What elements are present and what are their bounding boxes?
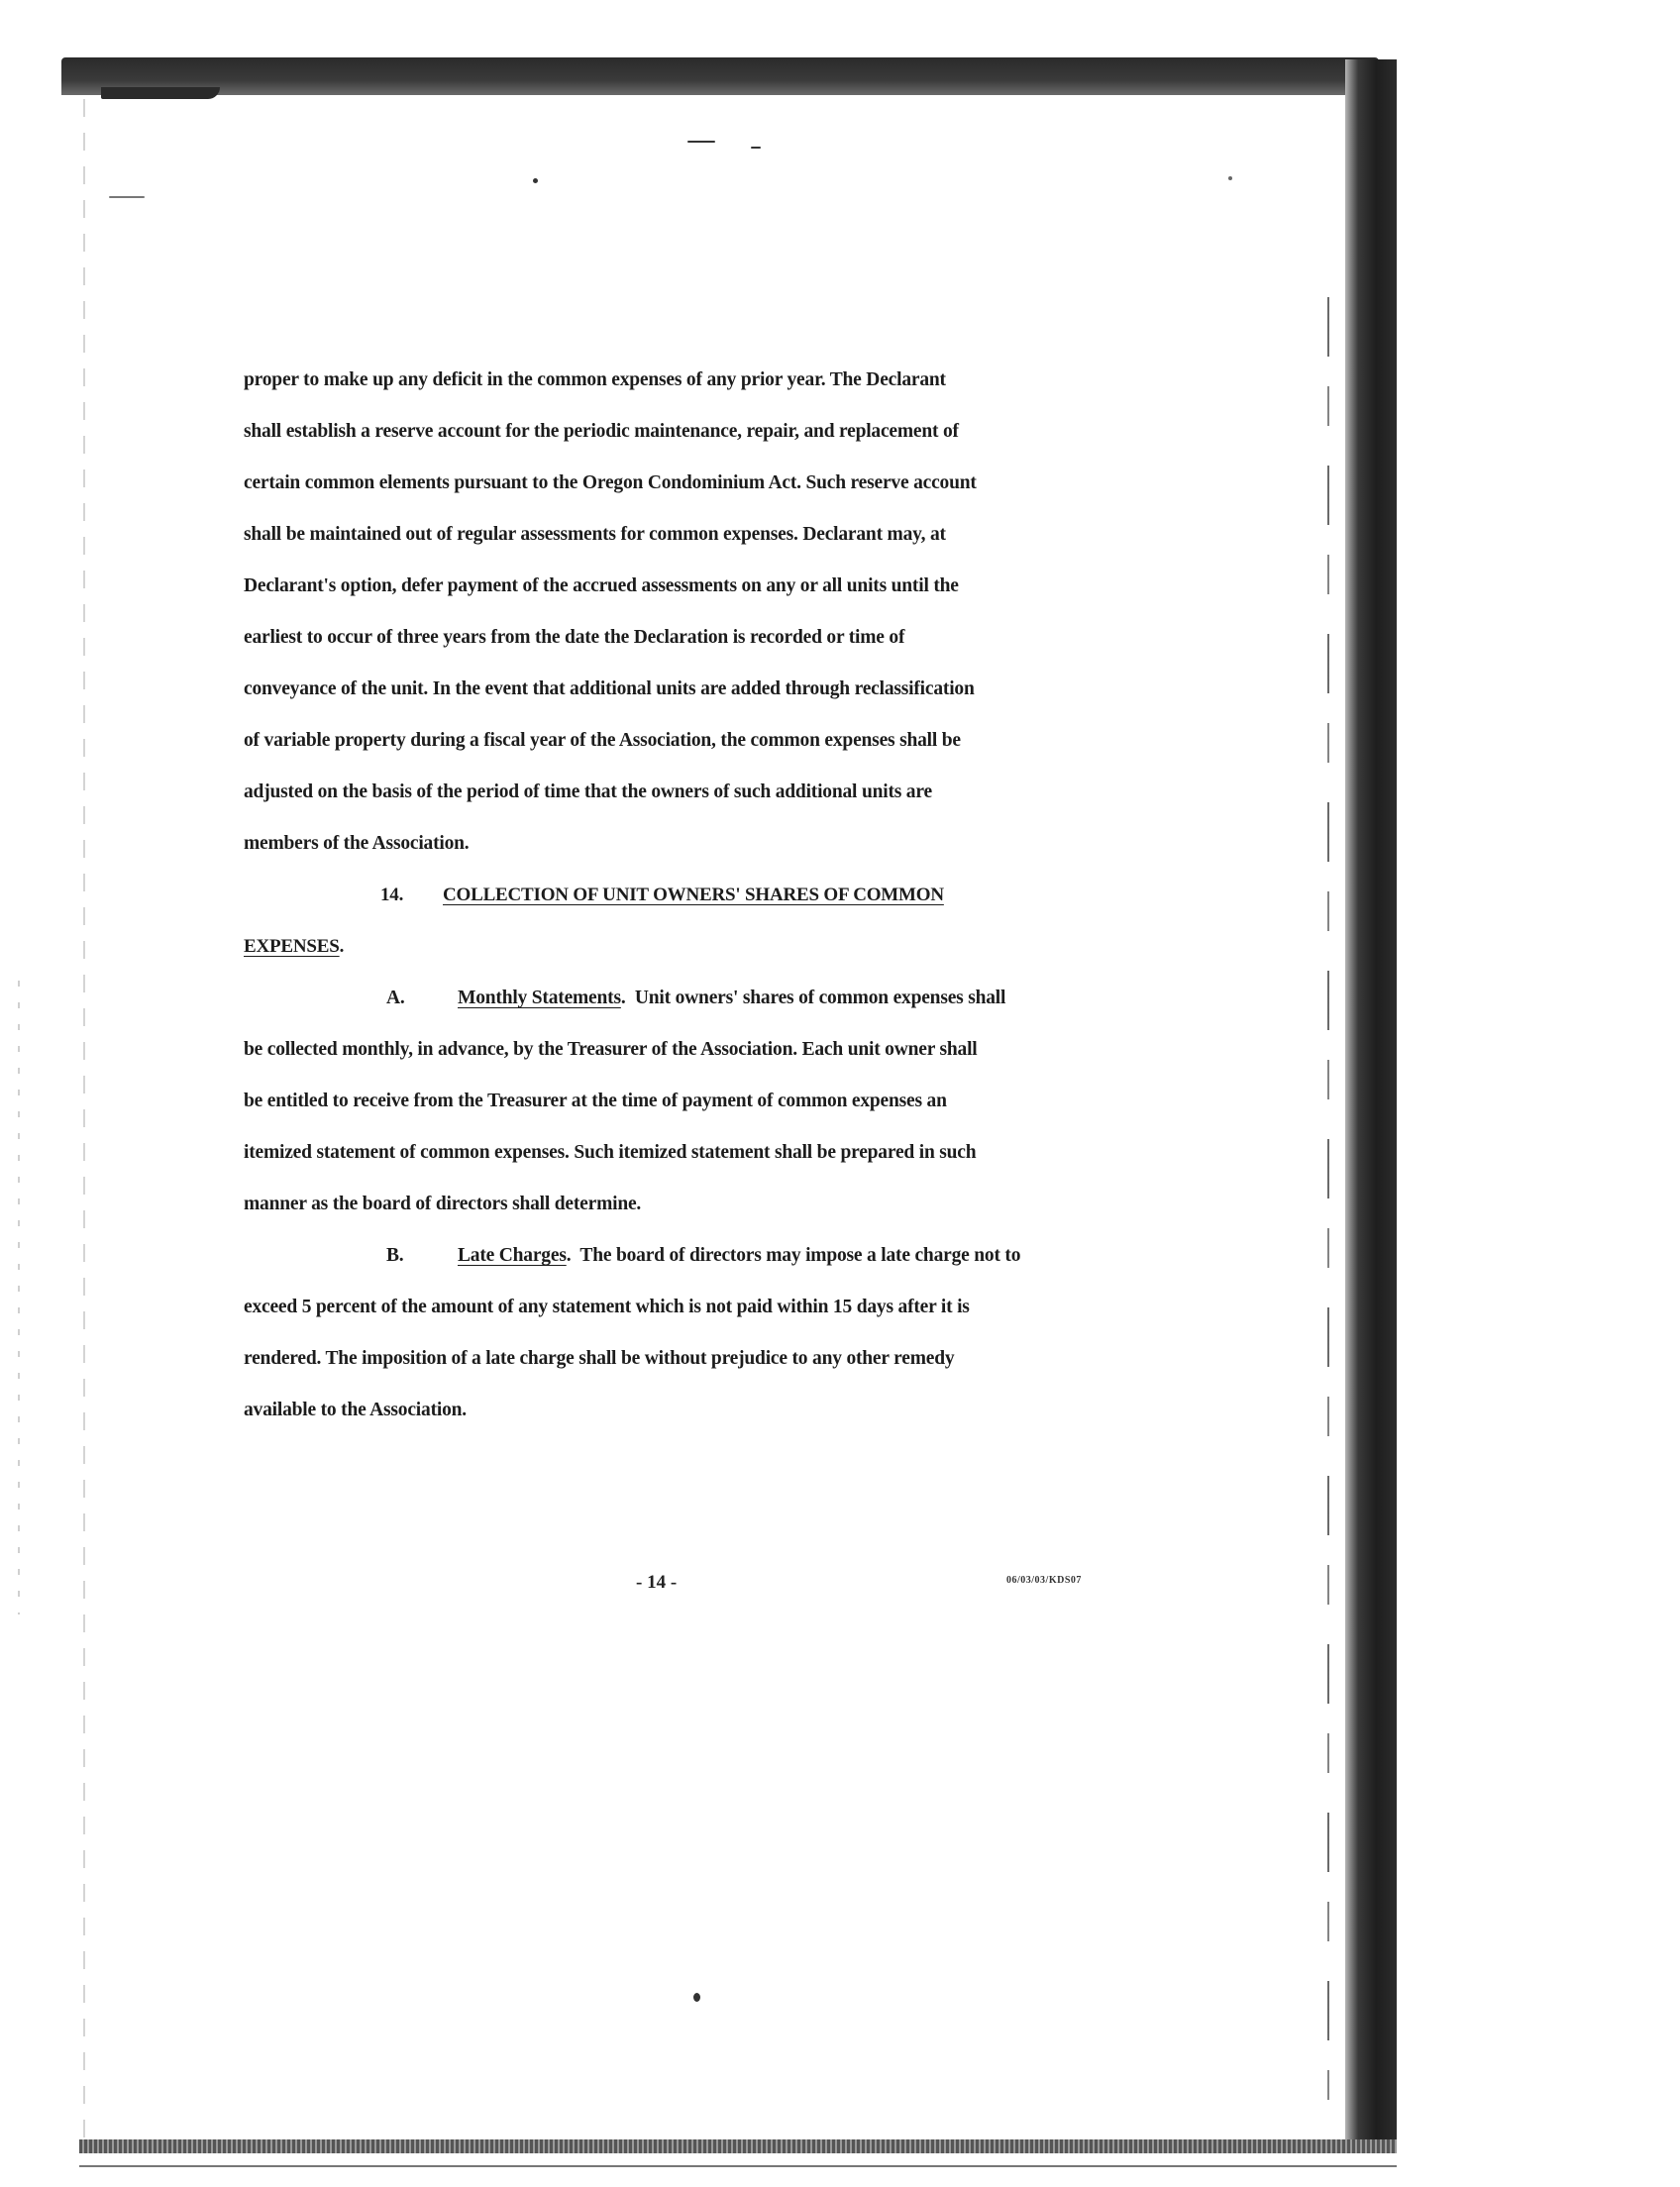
scan-left-edge-line [83,99,85,2139]
section-heading-continued [244,921,1105,973]
text-line: earliest to occur of three years from the date the Declaration is recorded or time of [244,627,905,648]
section-title-continued: EXPENSES [244,936,340,957]
text-line: adjusted on the basis of the period of time that the owners of such additional units are [244,781,932,802]
text-line: available to the Association. [244,1400,467,1420]
scan-speck [693,1993,700,2002]
subsection-a-heading [244,973,1105,1024]
document-code: 06/03/03/KDS07 [1006,1575,1082,1586]
text-line: proper to make up any deficit in the common expenses of any prior year. The Declarant [244,369,946,390]
page-number: - 14 - [636,1572,678,1593]
scan-right-edge-line [1327,297,1329,2100]
text-line: Declarant's option, defer payment of the accrued assessments on any or all units until the [244,575,959,596]
subsection-title-period: . [566,1245,572,1266]
scan-speck [1228,176,1232,180]
text-line: shall establish a reserve account for the periodic maintenance, repair, and replacement of [244,421,959,442]
document-body [244,355,1105,1436]
scan-bottom-line [79,2165,1397,2167]
subsection-title: Monthly Statements [458,988,621,1008]
subsection-letter: B. [386,1245,404,1266]
section-heading [244,870,1105,921]
section-title-period: . [339,936,345,957]
text-line: conveyance of the unit. In the event that additional units are added through reclassification [244,678,975,699]
scan-speck [533,178,538,183]
subsection-letter: A. [386,988,405,1008]
text-line: be entitled to receive from the Treasurer at the time of payment of common expenses an [244,1091,947,1111]
text-line: itemized statement of common expenses. Such itemized statement shall be prepared in such [244,1142,977,1163]
text-line: of variable property during a fiscal year of the Association, the common expenses shall be [244,730,961,751]
text-line: members of the Association. [244,833,470,854]
text-line: Unit owners' shares of common expenses shall [625,988,1006,1008]
section-title: COLLECTION OF UNIT OWNERS' SHARES OF COMMON [443,885,944,905]
scan-speck [109,196,145,198]
scan-margin-ticks [18,981,20,1614]
text-line: exceed 5 percent of the amount of any statement which is not paid within 15 days after it is [244,1297,970,1317]
text-line: manner as the board of directors shall determine. [244,1194,642,1214]
text-line: shall be maintained out of regular assessments for common expenses. Declarant may, at [244,524,946,545]
subsection-title-period: . [620,988,626,1008]
scan-speck [687,141,715,143]
subsection-title: Late Charges [458,1245,567,1266]
scan-right-border [1345,59,1397,2139]
section-number: 14. [380,885,404,905]
subsection-b-heading [244,1230,1105,1282]
text-line: be collected monthly, in advance, by the Treasurer of the Association. Each unit owner shall [244,1039,978,1060]
scan-top-border [61,57,1379,95]
scan-bottom-border [79,2139,1397,2153]
text-line: certain common elements pursuant to the Oregon Condominium Act. Such reserve account [244,472,977,493]
text-line: rendered. The imposition of a late charge shall be without prejudice to any other remedy [244,1348,955,1369]
scan-speck [751,147,761,149]
text-line: The board of directors may impose a late charge not to [571,1245,1021,1266]
